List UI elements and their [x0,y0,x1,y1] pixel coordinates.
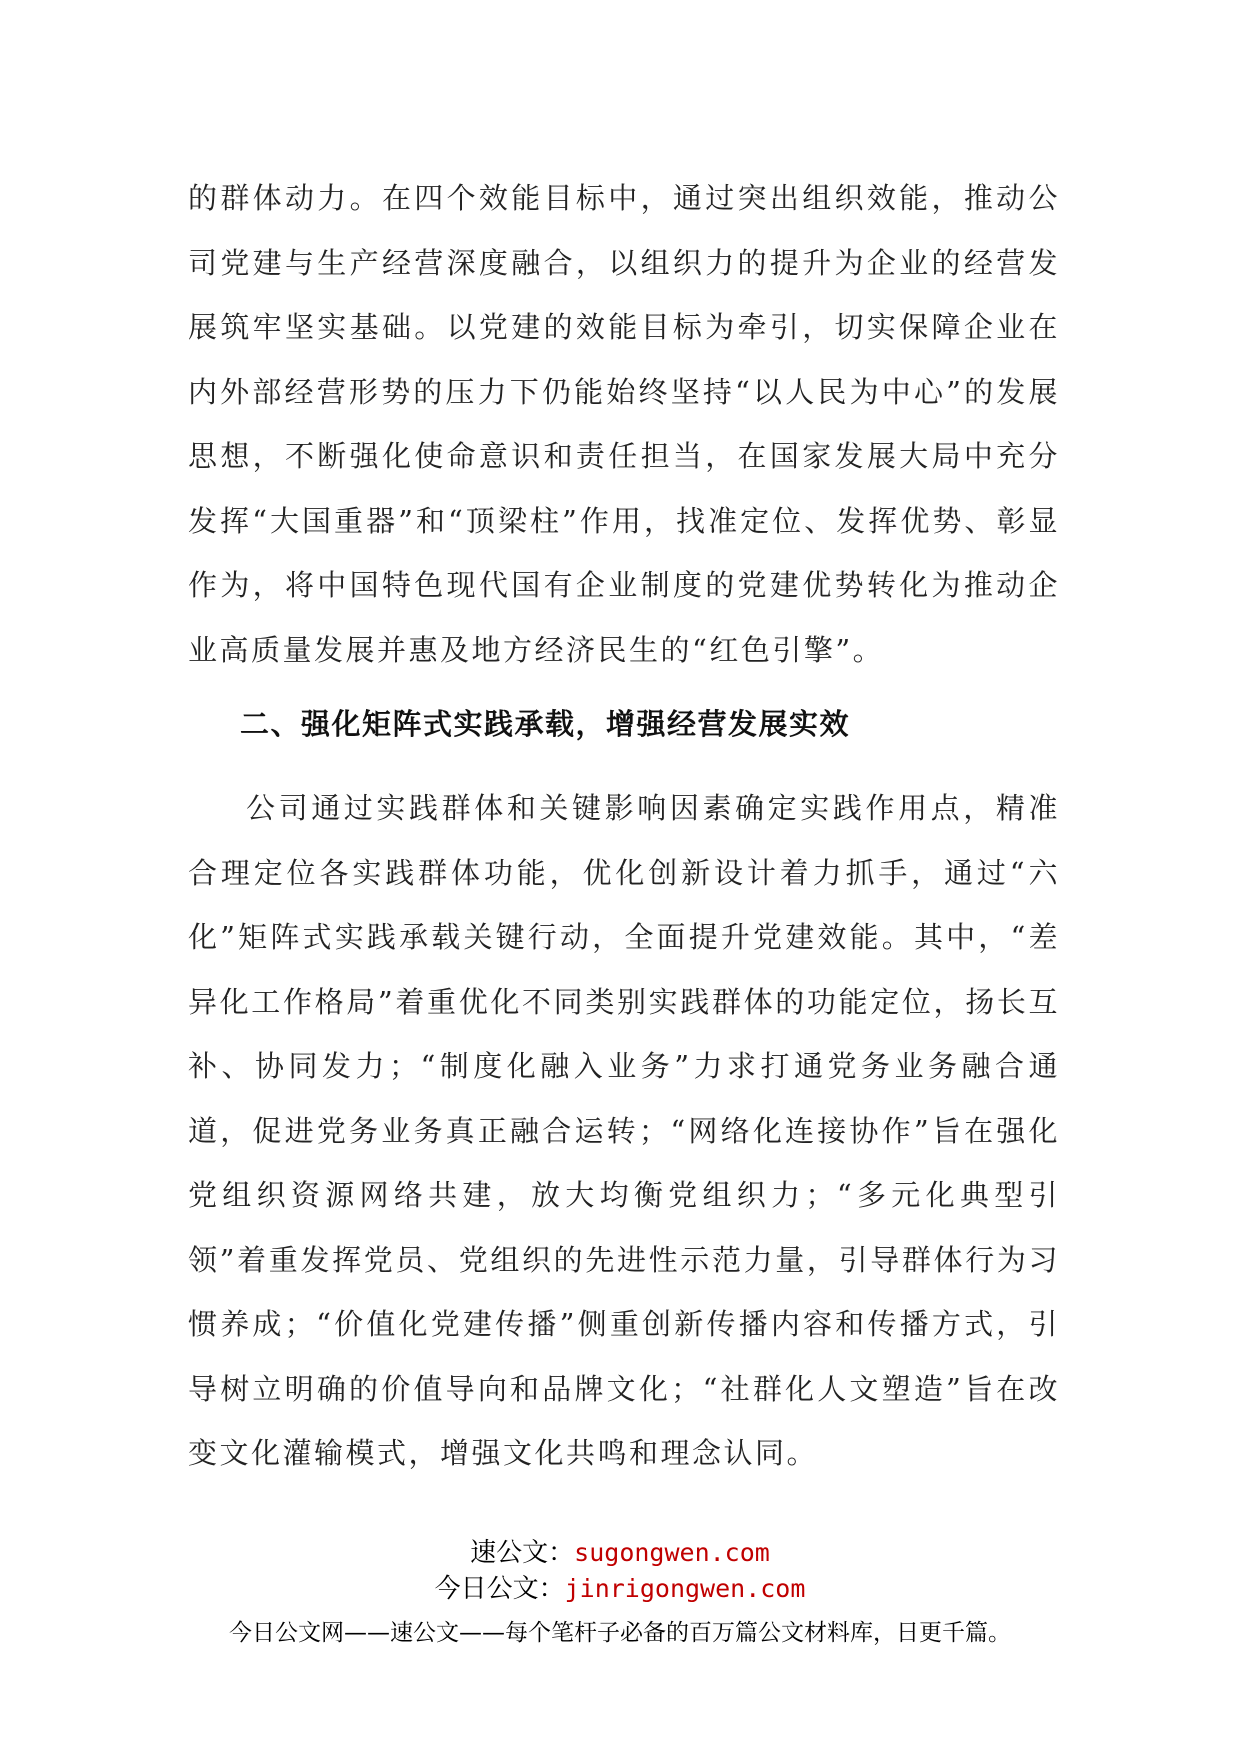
footer-label-sugongwen: 速公文： [470,1538,575,1568]
footer-link-sugongwen[interactable]: sugongwen.com [574,1538,770,1567]
footer-slogan: 今日公文网——速公文——每个笔杆子必备的百万篇公文材料库，日更千篇。 [229,1620,1011,1646]
body-paragraph-2: 公司通过实践群体和关键影响因素确定实践作用点，精准合理定位各实践群体功能，优化创新设计着力抓手，通过“六化”矩阵式实践承载关键行动，全面提升党建效能。其中，“差异化工作格局”着重优化不同类别实践群体的功能定位，扬长互补、协同发力；“制度化融入业务”力求打通党务业务融合通道，促进党务业务真正融合运转；“网络化连接协作”旨在强化党组织资源网络共建，放大均衡党组织力；“多元化典型引领”着重发挥党员、党组织的先进性示范力量，引导群体行为习惯养成；“价值化党建传播”侧重创新传播内容和传播方式，引导树立明确的价值导向和品牌文化；“社群化人文塑造”旨在改变文化灌输模式，增强文化共鸣和理念认同。 [188,791,1060,1470]
footer-label-jinrigongwen: 今日公文： [434,1574,565,1604]
footer-link-jinrigongwen[interactable]: jinrigongwen.com [564,1574,806,1603]
section-heading-2: 二、强化矩阵式实践承载，增强经营发展实效 [240,707,851,741]
footer-line-2 [0,1568,1240,1605]
body-paragraph-1: 的群体动力。在四个效能目标中，通过突出组织效能，推动公司党建与生产经营深度融合，以组织力的提升为企业的经营发展筑牢坚实基础。以党建的效能目标为牵引，切实保障企业在内外部经营形势的压力下仍能始终坚持“以人民为中心”的发展思想，不断强化使命意识和责任担当，在国家发展大局中充分发挥“大国重器”和“顶梁柱”作用，找准定位、发挥优势、彰显作为，将中国特色现代国有企业制度的党建优势转化为推动企业高质量发展并惠及地方经济民生的“红色引擎”。 [188,181,1060,667]
footer-line-1 [0,1532,1240,1569]
